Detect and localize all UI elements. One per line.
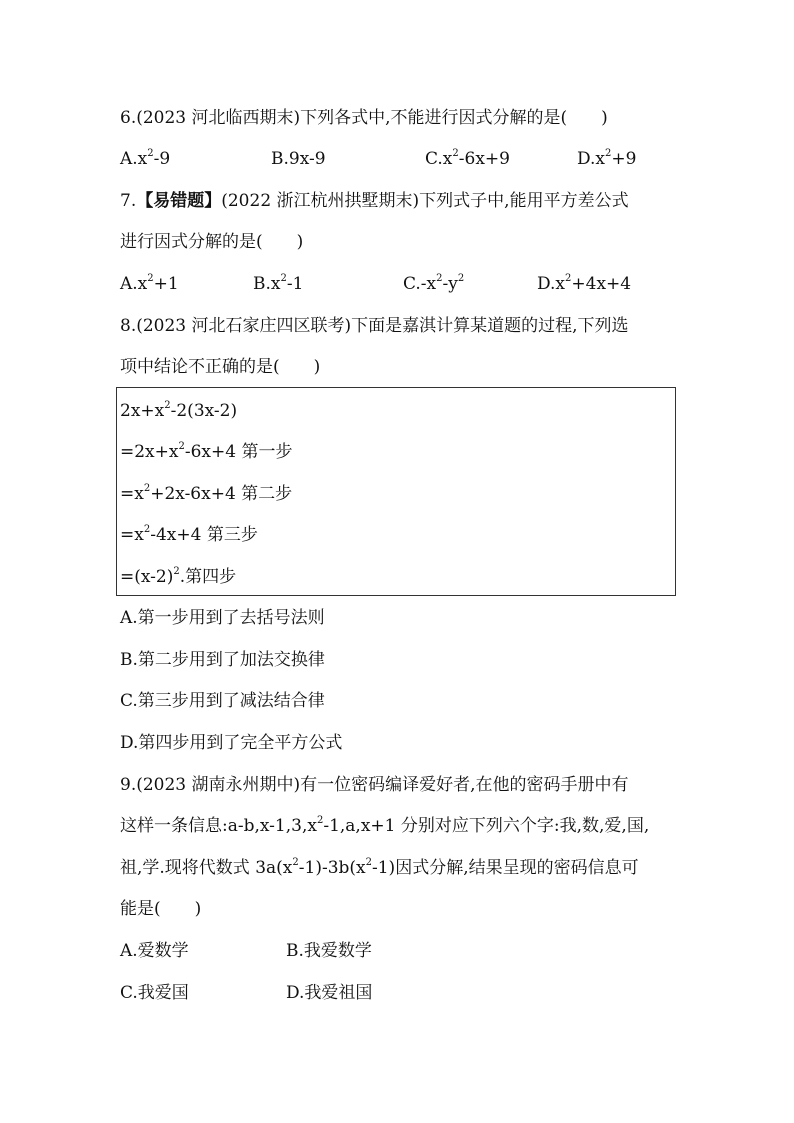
q9-stem-line4: 能是( ) [120,899,202,919]
q6-stem: 6.(2023 河北临西期末)下列各式中,不能进行因式分解的是( ) [120,108,608,128]
q7-option-a[interactable]: $A.x^2+1$ [120,273,179,294]
q7-stem-line1: 7.【易错题】(2022 浙江杭州拱墅期末)下列式子中,能用平方差公式 [120,191,629,211]
q9-option-c[interactable]: C.我爱国 [120,983,189,1003]
q8-calculation-box [116,387,676,596]
q9-stem-line1: 9.(2023 湖南永州期中)有一位密码编译爱好者,在他的密码手册中有 [120,775,629,795]
q9-option-a[interactable]: A.爱数学 [120,941,189,961]
q8-stem-line2: 项中结论不正确的是( ) [120,357,321,377]
q9-option-d[interactable]: D.我爱祖国 [286,983,373,1003]
q9-stem-line3: 祖,学.现将代数式 $3a(x^2-1)-3b(x^2-1)$因式分解,结果呈现的密码信息可 [120,857,639,878]
q6-option-a[interactable]: $A.x^2-9$ [120,148,171,169]
q8-step-2: $=x^2+2x-6x+4$ 第二步 [120,483,293,504]
q6-option-c[interactable]: $C.x^2-6x+9$ [425,148,510,169]
q6-option-b[interactable]: B.9x-9 [271,149,326,169]
q7-stem-line2: 进行因式分解的是( ) [120,232,304,252]
q8-step-0: $2x+x^2-2(3x-2)$ [120,400,238,421]
q9-option-b[interactable]: B.我爱数学 [286,941,372,961]
q8-stem-line1: 8.(2023 河北石家庄四区联考)下面是嘉淇计算某道题的过程,下列选 [120,316,629,336]
q8-option-b[interactable]: B.第二步用到了加法交换律 [120,650,325,670]
q9-stem-line2: 这样一条信息$:a-b,x-1,3,x^2-1,a,x+1$ 分别对应下列六个字:我,数,爱,国, [120,815,650,836]
q8-step-3: $=x^2-4x+4$ 第三步 [120,524,258,545]
q8-option-d[interactable]: D.第四步用到了完全平方公式 [120,733,343,753]
q6-option-d[interactable]: $D.x^2+9$ [577,148,637,169]
q7-tag: 【易错题】 [136,191,222,211]
q8-option-a[interactable]: A.第一步用到了去括号法则 [120,608,325,628]
q8-step-1: $=2x+x^2-6x+4$ 第一步 [120,441,293,462]
q7-option-d[interactable]: $D.x^2+4x+4$ [537,273,632,294]
q7-option-c[interactable]: $C.-x^2-y^2$ [403,273,465,294]
q8-option-c[interactable]: C.第三步用到了减法结合律 [120,691,325,711]
q8-step-4: $=(x-2)^2$.第四步 [120,566,237,587]
q7-option-b[interactable]: $B.x^2-1$ [253,273,304,294]
